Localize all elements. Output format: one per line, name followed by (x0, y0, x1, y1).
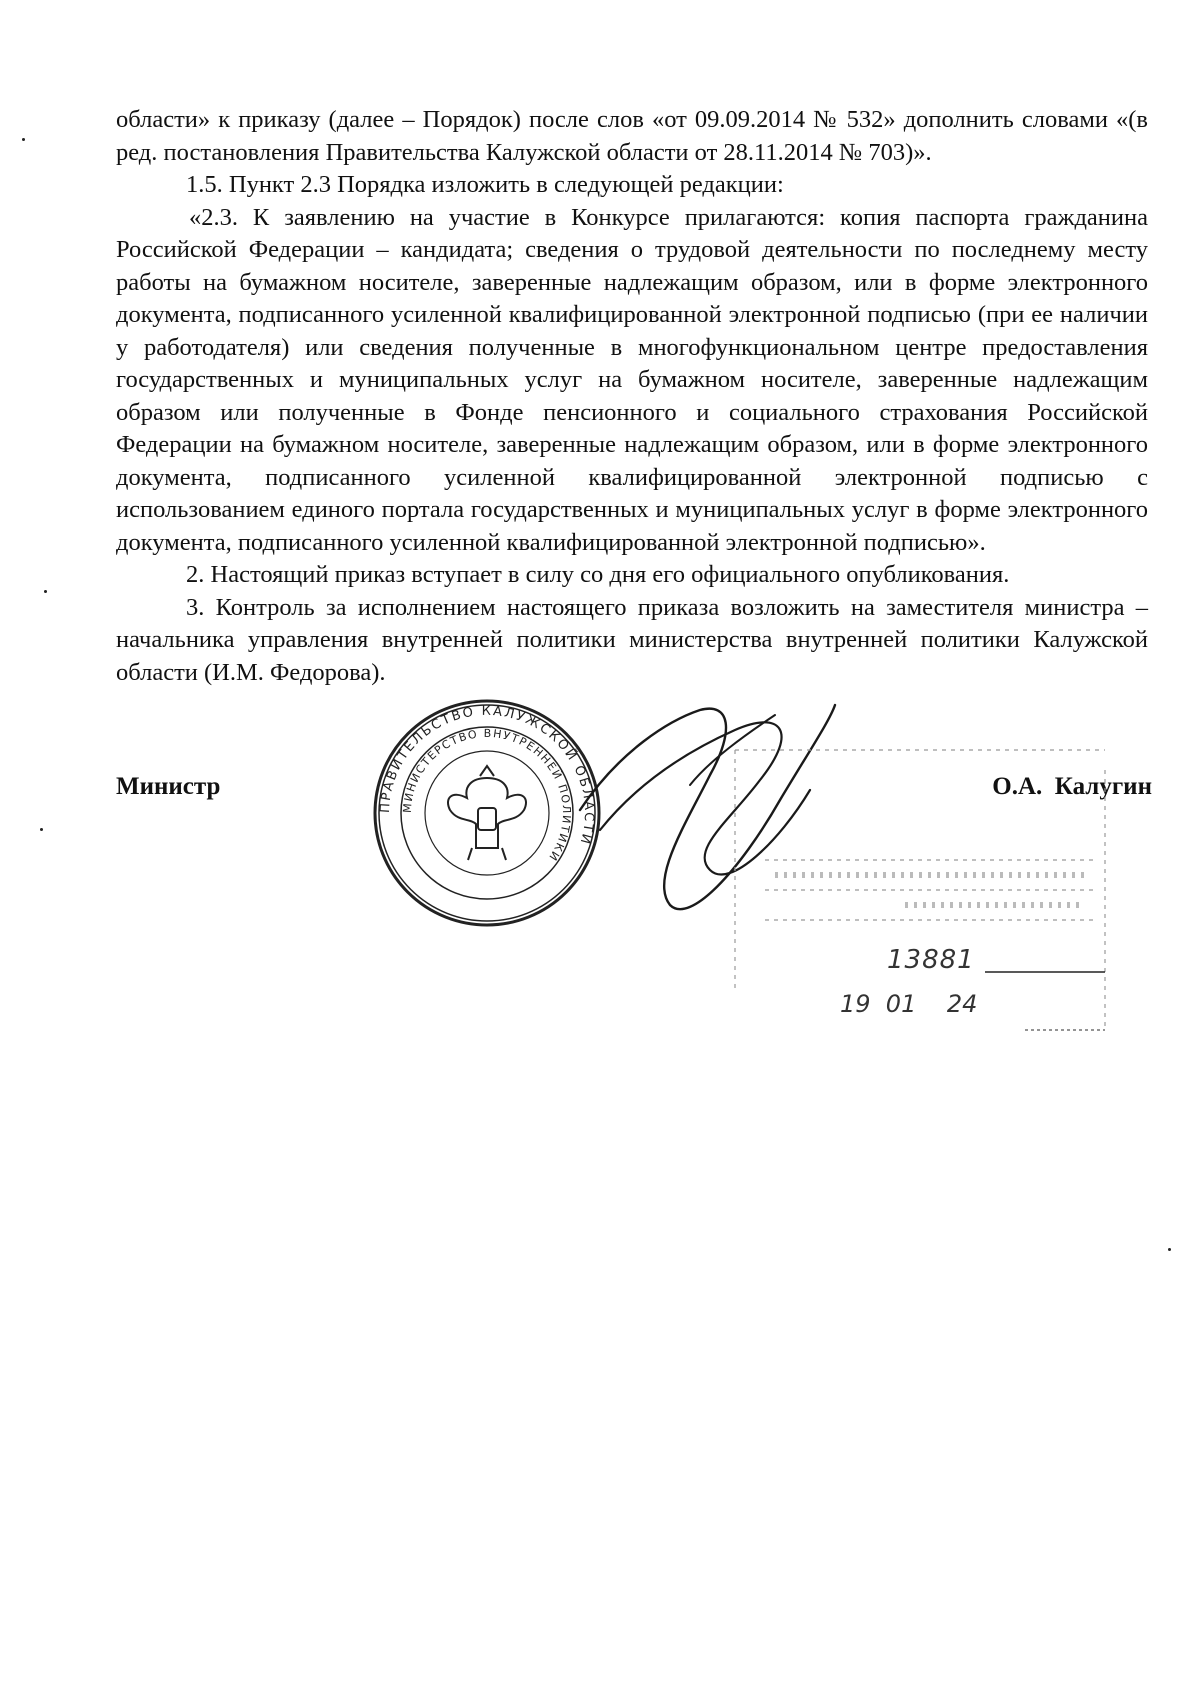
registration-date: 19 01 24 (840, 990, 978, 1018)
paragraph-item-3: 3. Контроль за исполнением настоящего приказа возложить на заместителя министра – начальника управления внутренней политики министерства внутренней политики Калужской области (И.М. Федорова). (116, 593, 1148, 686)
paragraph-amendment-continuation: области» к приказу (далее – Порядок) после слов «от 09.09.2014 № 532» дополнить словами «(в ред. постановления Правительства Калужской области от 28.11.2014 № 703)». (116, 106, 1148, 166)
svg-text:МИНИСТЕРСТВО ВНУТРЕННЕЙ ПОЛИТИ (401, 727, 573, 864)
scan-speck (22, 138, 25, 141)
scan-speck (44, 590, 47, 593)
paragraph-item-1-5: 1.5. Пункт 2.3 Порядка изложить в следующей редакции: (186, 171, 784, 198)
seal-inner-text: МИНИСТЕРСТВО ВНУТРЕННЕЙ ПОЛИТИКИ (400, 726, 574, 864)
order-body-text (116, 104, 1148, 689)
scan-speck (1168, 1248, 1171, 1251)
registration-number: 13881 (887, 945, 975, 975)
paragraph-item-2-3-quote: «2.3. К заявлению на участие в Конкурсе прилагаются: копия паспорта гражданина Российской Федерации – кандидата; сведения о трудовой деятельности по последнему месту работы на бумажном носителе, заверенные надлежащим образом, или в форме электронного документа, подписанного усиленной квалифицированной электронной подписью (при ее наличии у работодателя) или сведения полученные в многофункциональном центре предоставления государственных и муниципальных услуг на бумажном носителе, заверенные надлежащим образом или полученные в Фонде пенсионного и социального страхования Российской Федерации на бумажном носителе, заверенные надлежащим образом, или в форме электронного документа, подписанного усиленной квалифицированной электронной подписью с использованием единого портала государственных и муниципальных услуг в форме электронного документа, подписанного усиленной квалифицированной электронной подписью». (116, 203, 1148, 556)
signatory-position: Министр (116, 773, 221, 800)
scan-speck (40, 828, 43, 831)
coat-of-arms-icon (448, 766, 526, 860)
paragraph-item-2: 2. Настоящий приказ вступает в силу со дня его официального опубликования. (186, 561, 1010, 588)
seal-outer-text: ПРАВИТЕЛЬСТВО КАЛУЖСКОЙ ОБЛАСТИ (377, 703, 597, 848)
signatory-name: О.А. Калугин (992, 773, 1152, 800)
